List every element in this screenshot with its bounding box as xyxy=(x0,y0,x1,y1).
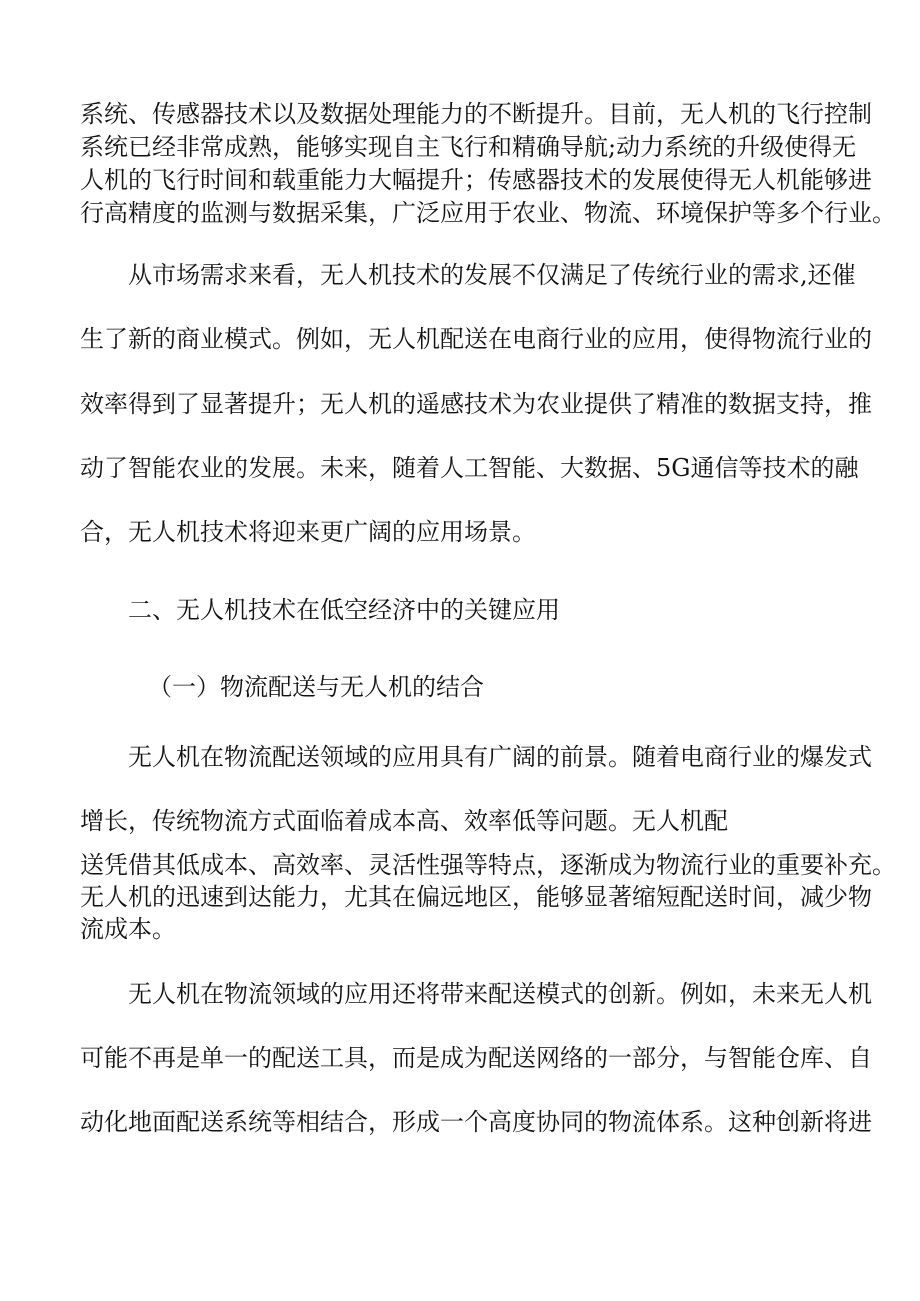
paragraph-line: 生了新的商业模式。例如，无人机配送在电商行业的应用，使得物流行业的 xyxy=(80,325,872,353)
paragraph-line: 流成本。 xyxy=(80,915,176,943)
paragraph-line: 可能不再是单一的配送工具，而是成为配送网络的一部分，与智能仓库、自 xyxy=(80,1044,872,1072)
paragraph-line: 动化地面配送系统等相结合，形成一个高度协同的物流体系。这种创新将进 xyxy=(80,1108,872,1136)
subsection-heading: （一）物流配送与无人机的结合 xyxy=(148,673,484,701)
paragraph-line: 行高精度的监测与数据采集，广泛应用于农业、物流、环境保护等多个行业。 xyxy=(80,199,896,227)
paragraph-line: 无人机在物流配送领域的应用具有广阔的前景。随着电商行业的爆发式 xyxy=(128,743,872,771)
paragraph-line: 动了智能农业的发展。未来，随着人工智能、大数据、5G通信等技术的融 xyxy=(80,454,859,482)
paragraph-line: 从市场需求来看，无人机技术的发展不仅满足了传统行业的需求,还催 xyxy=(128,261,856,289)
paragraph-line: 合，无人机技术将迎来更广阔的应用场景。 xyxy=(80,518,536,546)
paragraph-line: 增长，传统物流方式面临着成本高、效率低等问题。无人机配 xyxy=(80,807,728,835)
paragraph-line: 无人机的迅速到达能力，尤其在偏远地区，能够显著缩短配送时间，减少物 xyxy=(80,883,872,911)
paragraph-line: 效率得到了显著提升；无人机的遥感技术为农业提供了精准的数据支持，推 xyxy=(80,390,872,418)
paragraph-line: 系统已经非常成熟，能够实现自主飞行和精确导航;动力系统的升级使得无 xyxy=(80,133,857,161)
paragraph-line: 送凭借其低成本、高效率、灵活性强等特点，逐渐成为物流行业的重要补充。 xyxy=(80,851,896,879)
section-heading: 二、无人机技术在低空经济中的关键应用 xyxy=(128,596,560,624)
paragraph-line: 人机的飞行时间和载重能力大幅提升；传感器技术的发展使得无人机能够进 xyxy=(80,166,872,194)
paragraph-line: 系统、传感器技术以及数据处理能力的不断提升。目前，无人机的飞行控制 xyxy=(80,100,872,128)
paragraph-line: 无人机在物流领域的应用还将带来配送模式的创新。例如，未来无人机 xyxy=(128,980,872,1008)
